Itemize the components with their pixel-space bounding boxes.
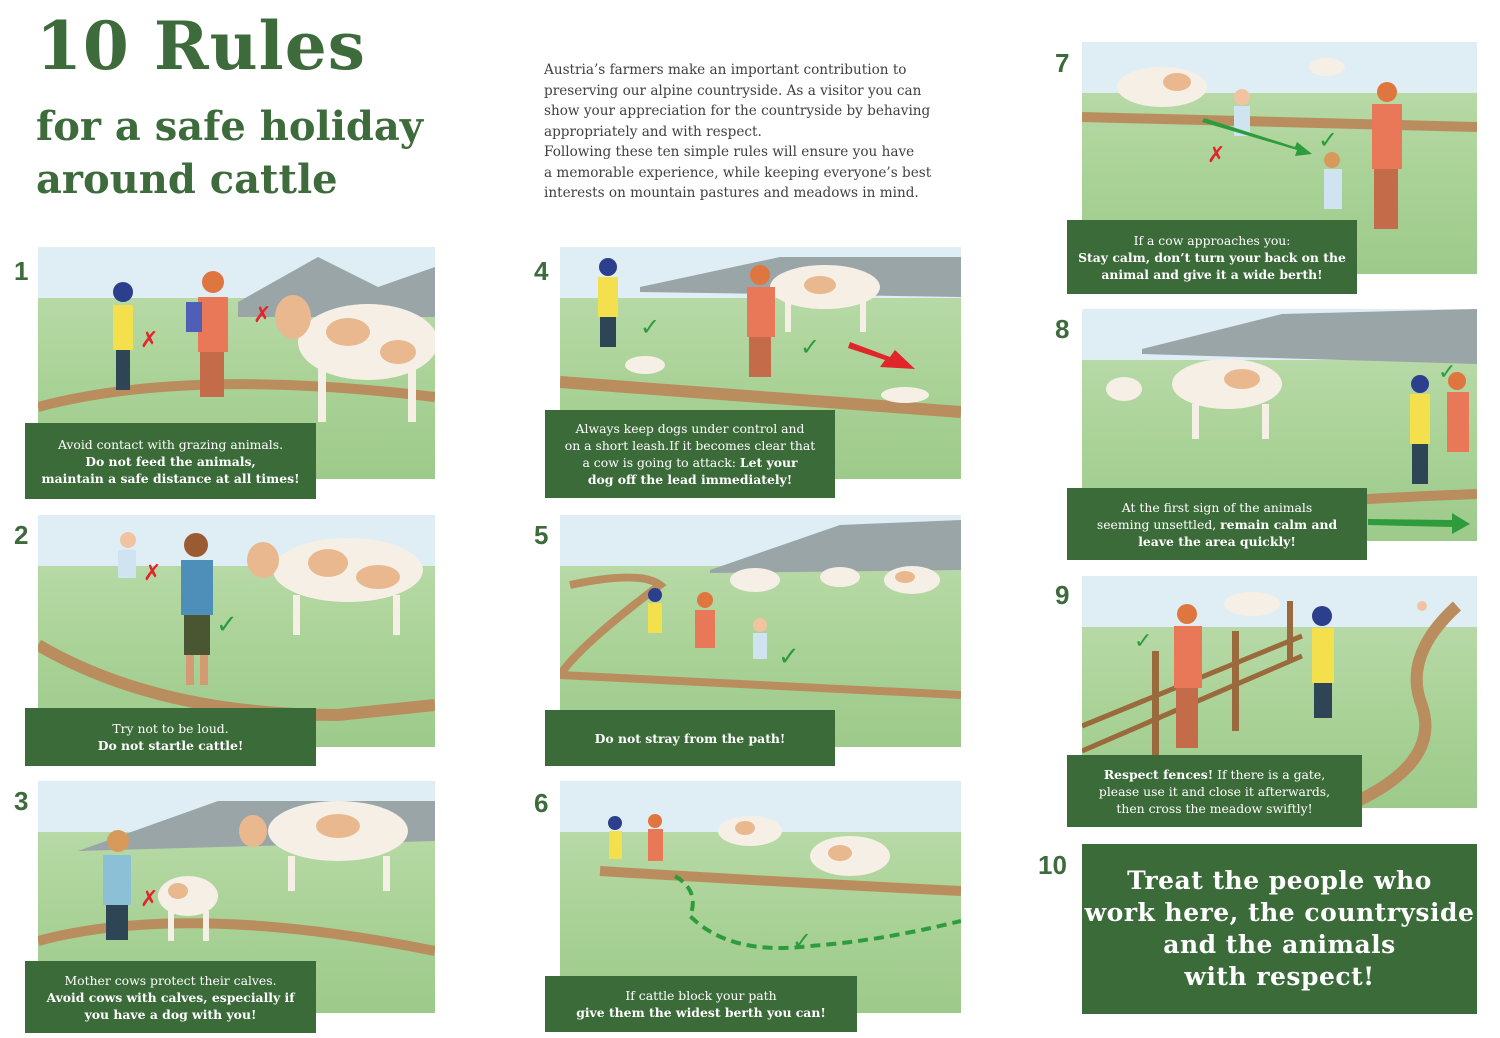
svg-text:✓: ✓ xyxy=(1438,360,1457,385)
svg-text:✓: ✓ xyxy=(216,610,238,640)
rule-10-line: and the animals xyxy=(1163,930,1396,959)
rule-number-5: 5 xyxy=(534,520,549,550)
svg-text:✓: ✓ xyxy=(640,313,661,341)
caption-line: then cross the meadow swiftly! xyxy=(1116,800,1313,816)
svg-text:✓: ✓ xyxy=(1318,126,1339,154)
exit-arrow-icon xyxy=(1368,510,1472,536)
caption-line: seeming unsettled, remain calm and xyxy=(1096,516,1338,532)
caption-line: give them the widest berth you can! xyxy=(576,1005,826,1020)
page-subtitle xyxy=(36,100,496,206)
caption-line: dog off the lead immediately! xyxy=(587,472,793,487)
caption-line: Do not feed the animals, xyxy=(85,453,256,469)
caption-line: Mother cows protect their calves. xyxy=(64,972,277,988)
intro-line: preserving our alpine countryside. As a visitor you can xyxy=(544,82,922,99)
svg-text:✗: ✗ xyxy=(143,561,162,586)
svg-text:✓: ✓ xyxy=(792,927,813,955)
rule-5-caption xyxy=(545,710,835,766)
caption-line: Try not to be loud. xyxy=(112,721,229,736)
caption-line: leave the area quickly! xyxy=(1138,533,1296,549)
rule-6-caption xyxy=(545,976,857,1032)
rule-10-box xyxy=(1082,844,1477,1014)
svg-text:✓: ✓ xyxy=(800,333,821,361)
rule-number-9: 9 xyxy=(1055,580,1070,610)
caption-line: animal and give it a wide berth! xyxy=(1101,266,1323,282)
svg-text:✗: ✗ xyxy=(140,328,159,353)
caption-line: maintain a safe distance at all times! xyxy=(41,470,300,486)
svg-text:✗: ✗ xyxy=(253,303,272,328)
rule-10-line: work here, the countryside xyxy=(1084,898,1475,927)
rule-4-caption xyxy=(545,410,835,498)
caption-line: a cow is going to attack: Let your xyxy=(582,455,798,470)
rule-number-7: 7 xyxy=(1055,48,1070,78)
intro-line: Austria’s farmers make an important contribution to xyxy=(544,62,907,78)
caption-line: If cattle block your path xyxy=(625,988,777,1003)
rule-number-6: 6 xyxy=(534,788,549,818)
caption-line: Always keep dogs under control and xyxy=(575,421,805,436)
caption-line: please use it and close it afterwards, xyxy=(1098,783,1331,799)
intro-text xyxy=(544,60,964,204)
subtitle-line-1: for a safe holiday xyxy=(36,103,424,150)
intro-line: interests on mountain pastures and meadows in mind. xyxy=(544,185,919,201)
rule-number-8: 8 xyxy=(1055,314,1070,344)
caption-line: At the first sign of the animals xyxy=(1121,499,1313,515)
caption-line: Respect fences! If there is a gate, xyxy=(1103,766,1326,782)
caption-line: Do not stray from the path! xyxy=(594,730,786,746)
intro-line: Following these ten simple rules will ensure you have xyxy=(544,144,915,160)
caption-line: If a cow approaches you: xyxy=(1133,232,1291,248)
rule-8-caption xyxy=(1067,488,1367,560)
rule-number-1: 1 xyxy=(14,256,29,286)
subtitle-line-2: around cattle xyxy=(36,156,338,203)
rule-7-caption xyxy=(1067,220,1357,294)
caption-line: on a short leash.If it becomes clear that xyxy=(564,438,816,453)
rule-10-line: with respect! xyxy=(1184,962,1375,991)
rule-3-caption xyxy=(25,961,316,1033)
rule-number-2: 2 xyxy=(14,520,29,550)
svg-text:✗: ✗ xyxy=(140,887,159,912)
rule-9-caption xyxy=(1067,755,1362,827)
svg-text:✓: ✓ xyxy=(778,642,800,672)
svg-text:✗: ✗ xyxy=(1207,143,1226,168)
caption-line: you have a dog with you! xyxy=(84,1006,257,1022)
intro-line: show your appreciation for the countryside by behaving xyxy=(544,103,931,119)
rule-10-line: Treat the people who xyxy=(1127,866,1432,895)
rule-1-caption xyxy=(25,423,316,499)
caption-line: Do not startle cattle! xyxy=(97,738,244,753)
svg-text:✓: ✓ xyxy=(1134,629,1153,654)
page-title: 10 Rules xyxy=(36,7,366,85)
rule-2-caption xyxy=(25,708,316,766)
caption-line: Avoid cows with calves, especially if xyxy=(46,989,295,1005)
rule-number-3: 3 xyxy=(14,786,29,816)
intro-line: appropriately and with respect. xyxy=(544,123,762,140)
intro-line: a memorable experience, while keeping everyone’s best xyxy=(544,164,932,181)
caption-line: Stay calm, don’t turn your back on the xyxy=(1078,249,1346,265)
rule-number-4: 4 xyxy=(534,256,549,286)
rule-number-10: 10 xyxy=(1038,850,1067,880)
caption-line: Avoid contact with grazing animals. xyxy=(57,436,284,452)
